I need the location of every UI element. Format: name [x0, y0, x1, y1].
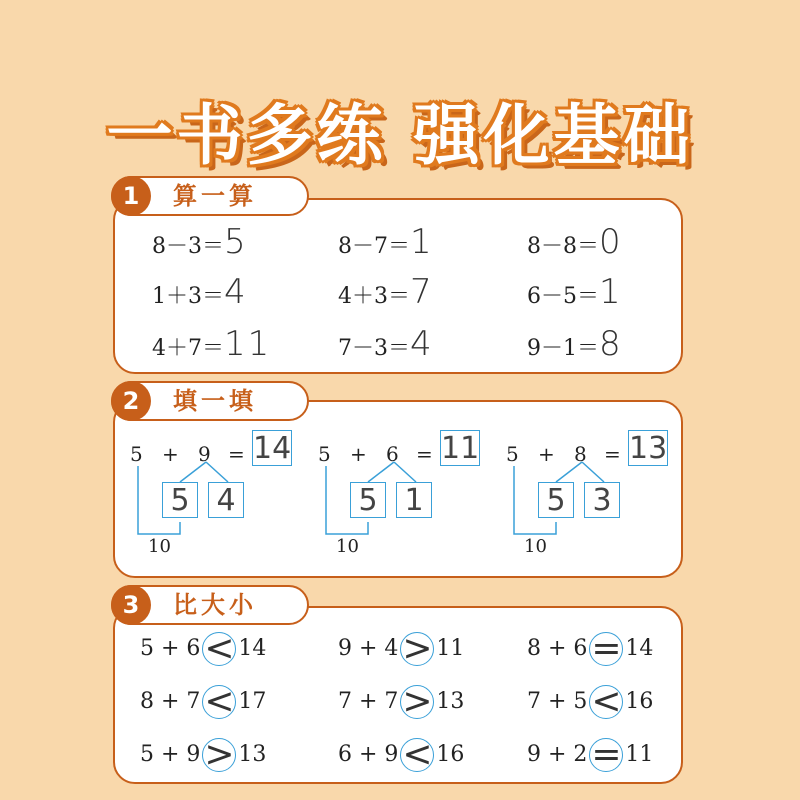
operand: 6 — [386, 442, 399, 466]
section-1-header — [111, 176, 309, 216]
comparison-symbol: = — [591, 734, 622, 775]
result-box: 11 — [441, 431, 480, 466]
make-ten-problem — [130, 424, 310, 557]
comparison-symbol: = — [591, 628, 622, 669]
equation: 7－3＝4 — [338, 324, 434, 364]
split-box: 5 — [162, 482, 198, 518]
result-box: 13 — [629, 431, 668, 466]
equation: 8－3＝5 — [152, 222, 248, 262]
operator: + — [162, 442, 179, 466]
answer: 7 — [410, 272, 434, 312]
operator: + — [538, 442, 555, 466]
operand: 8 — [574, 442, 587, 466]
comparison: 8 + 6 = 14 — [527, 628, 654, 669]
make-ten-problem — [318, 424, 498, 557]
answer: 4 — [224, 272, 248, 312]
answer: 5 — [224, 222, 248, 262]
split-box: 5 — [350, 482, 386, 518]
comparison: 9 + 2 = 11 — [527, 734, 654, 775]
comparison: 8 + 7 < 17 — [140, 681, 267, 722]
answer: 1 — [599, 272, 623, 312]
ten-label: 10 — [148, 536, 171, 557]
comparison: 7 + 5 < 16 — [527, 681, 654, 722]
comparison-symbol: > — [402, 681, 433, 722]
section-2-header — [111, 381, 309, 421]
operand: 5 — [130, 442, 143, 466]
comparison: 7 + 7 > 13 — [338, 681, 465, 722]
equation: 6－5＝1 — [527, 272, 623, 312]
split-box: 5 — [538, 482, 574, 518]
answer: 1 — [410, 222, 434, 262]
comparison-symbol: < — [402, 734, 433, 775]
comparison-symbol: > — [204, 734, 235, 775]
equals-sign: = — [416, 442, 433, 466]
section-title: 算一算 — [173, 182, 257, 210]
comparison: 5 + 9 > 13 — [140, 734, 267, 775]
comparison-symbol: < — [591, 681, 622, 722]
equals-sign: = — [228, 442, 245, 466]
equation: 9－1＝8 — [527, 324, 623, 364]
equation: 4＋7＝11 — [152, 324, 272, 364]
split-box: 1 — [396, 482, 432, 518]
comparison: 6 + 9 < 16 — [338, 734, 465, 775]
equation: 8－8＝0 — [527, 222, 623, 262]
section-title: 比大小 — [173, 591, 257, 619]
ten-label: 10 — [524, 536, 547, 557]
answer: 11 — [224, 324, 272, 364]
equation: 4＋3＝7 — [338, 272, 434, 312]
comparison: 5 + 6 < 14 — [140, 628, 267, 669]
section-number-badge: 2 — [111, 381, 151, 421]
equation: 1＋3＝4 — [152, 272, 248, 312]
operand: 5 — [506, 442, 519, 466]
comparison-symbol: < — [204, 628, 235, 669]
operand: 9 — [198, 442, 211, 466]
equation: 8－7＝1 — [338, 222, 434, 262]
section-number-badge: 1 — [111, 176, 151, 216]
equals-sign: = — [604, 442, 621, 466]
result-box: 14 — [253, 431, 292, 466]
section-title: 填一填 — [173, 387, 257, 415]
comparison: 9 + 4 > 11 — [338, 628, 465, 669]
comparison-symbol: < — [204, 681, 235, 722]
section-number-badge: 3 — [111, 585, 151, 625]
answer: 8 — [599, 324, 623, 364]
comparison-symbol: > — [402, 628, 433, 669]
make-ten-problem — [506, 424, 686, 557]
operand: 5 — [318, 442, 331, 466]
split-box: 4 — [208, 482, 244, 518]
operator: + — [350, 442, 367, 466]
split-box: 3 — [584, 482, 620, 518]
section-3-header — [111, 585, 309, 625]
page-title: 一书多练 强化基础 — [106, 97, 694, 174]
answer: 0 — [599, 222, 623, 262]
answer: 4 — [410, 324, 434, 364]
ten-label: 10 — [336, 536, 359, 557]
